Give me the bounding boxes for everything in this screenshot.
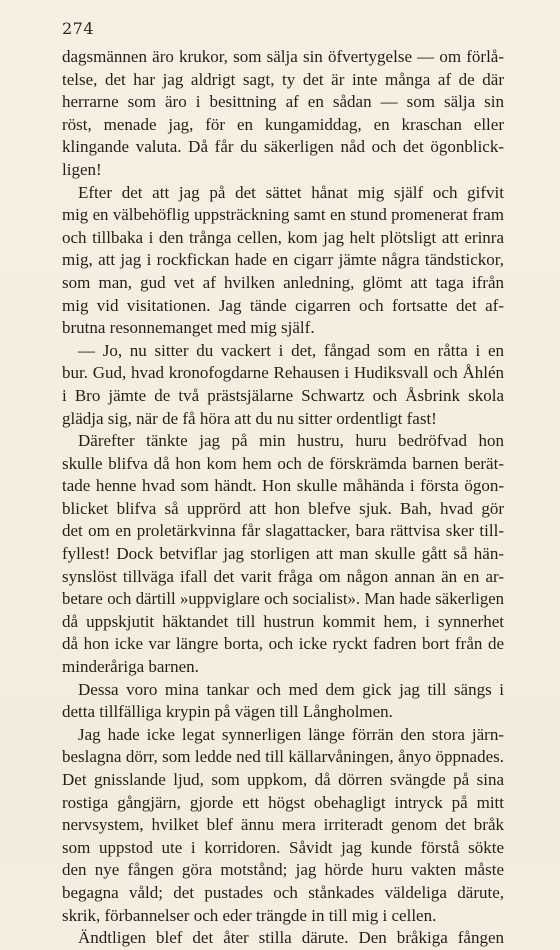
text-line: minderåriga barnen.	[62, 657, 199, 677]
text-line: mig en välbehöflig uppsträckning samt en stund promenerat fram	[62, 205, 504, 225]
text-line: dagsmännen äro krukor, som sälja sin öfvertygelse — om förlå-	[62, 47, 504, 66]
text-line: röst, menade jag, för en kungamiddag, en kraschan eller	[62, 114, 504, 134]
text-line: tade henne hvad som händt. Hon skulle måhända i första ögon-	[62, 476, 504, 496]
text-line: mig vid visitationen. Jag tände cigarren och fortsatte det af-	[62, 295, 504, 315]
text-line: då uppskjutit häktandet till hustrun kommit hem, i synnerhet	[62, 611, 504, 631]
text-line: synslöst tillväga ifall det varit fråga om någon annan än en ar-	[62, 566, 504, 586]
text-line: begagna våld; det pustades och stånkades väldeliga därute,	[62, 882, 504, 902]
text-line: nervsystem, hvilket blef ännu mera irriteradt genom det bråk	[62, 815, 504, 835]
text-line: Efter det att jag på det sättet hånat mig själf och gifvit	[78, 182, 504, 202]
text-line: Det gnisslande ljud, som uppkom, då dörren svängde på sina	[62, 770, 504, 789]
body-text	[62, 46, 504, 950]
text-line: brutna resonnemanget med mig själf.	[62, 318, 315, 338]
text-line: då hon icke var längre borta, och icke ryckt fadren bort från de	[62, 634, 504, 654]
text-line: beslagna dörr, som ledde ned till källarvåningen, ånyo öppnades.	[62, 747, 504, 767]
text-line: klingande valuta. Då får du säkerligen nåd och det ögonblick-	[62, 137, 504, 157]
text-line: telse, det har jag aldrigt sagt, ty det är inte många af de där	[62, 69, 504, 89]
text-line: — Jo, nu sitter du vackert i det, fångad som en råtta i en	[78, 340, 504, 360]
text-line: glädja sig, när de få höra att du nu sitter ordentligt fast!	[62, 408, 437, 428]
text-line: herrarne som äro i besittning af en sådan — som sälja sin	[62, 92, 504, 112]
text-line: ligen!	[62, 159, 102, 179]
text-line: bur. Gud, hvad kronofogdarne Rehausen i Hudiksvall och Åhlén	[62, 363, 504, 383]
text-line: och tillbaka i den trånga cellen, kom jag helt plötsligt att erinra	[62, 227, 504, 247]
text-line: detta tillfälliga krypin på vägen till Långholmen.	[62, 702, 393, 722]
text-line: betare och därtill »uppviglare och socialist». Man hade säkerligen	[62, 589, 504, 609]
text-line: i Bro jämte de två prästsjälarne Schwartz och Åsbrink skola	[62, 385, 504, 405]
text-line: skulle blifva då hon kom hem och de förskrämda barnen berät-	[62, 453, 504, 473]
text-line: Därefter tänkte jag på min hustru, huru bedröfvad hon	[78, 431, 504, 451]
text-line: Jag hade icke legat synnerligen länge förrän den stora järn-	[78, 724, 504, 744]
page-number: 274	[62, 19, 95, 38]
text-line: som uppstod ute i korridoren. Såvidt jag kunde förstå sökte	[62, 837, 504, 857]
text-line: det om en proletärkvinna får slagattacker, bara rättvisa sker till-	[62, 521, 504, 541]
text-line: rostiga gångjärn, gjorde ett högst obehagligt intryck på mitt	[62, 792, 504, 812]
text-line: fyllest! Dock betviflar jag storligen att man skulle gått så hän-	[62, 544, 504, 564]
text-line: mig, att jag i rockfickan hade en cigarr jämte några tändstickor,	[62, 250, 504, 270]
text-line: skrik, förbannelser och eder trängde in till mig i cellen.	[62, 905, 437, 925]
text-line: Ändtligen blef det åter stilla därute. Den bråkiga fången	[78, 928, 504, 948]
text-line: Dessa voro mina tankar och med dem gick jag till sängs i	[78, 679, 504, 699]
text-line: som man, gud vet af hvilken anledning, glömt att taga ifrån	[62, 272, 504, 292]
text-line: blicket blifva så upprörd att hon blefve sjuk. Bah, hvad gör	[62, 498, 504, 518]
text-line: den nye fången göra motstånd; jag hörde huru vakten måste	[62, 860, 504, 880]
